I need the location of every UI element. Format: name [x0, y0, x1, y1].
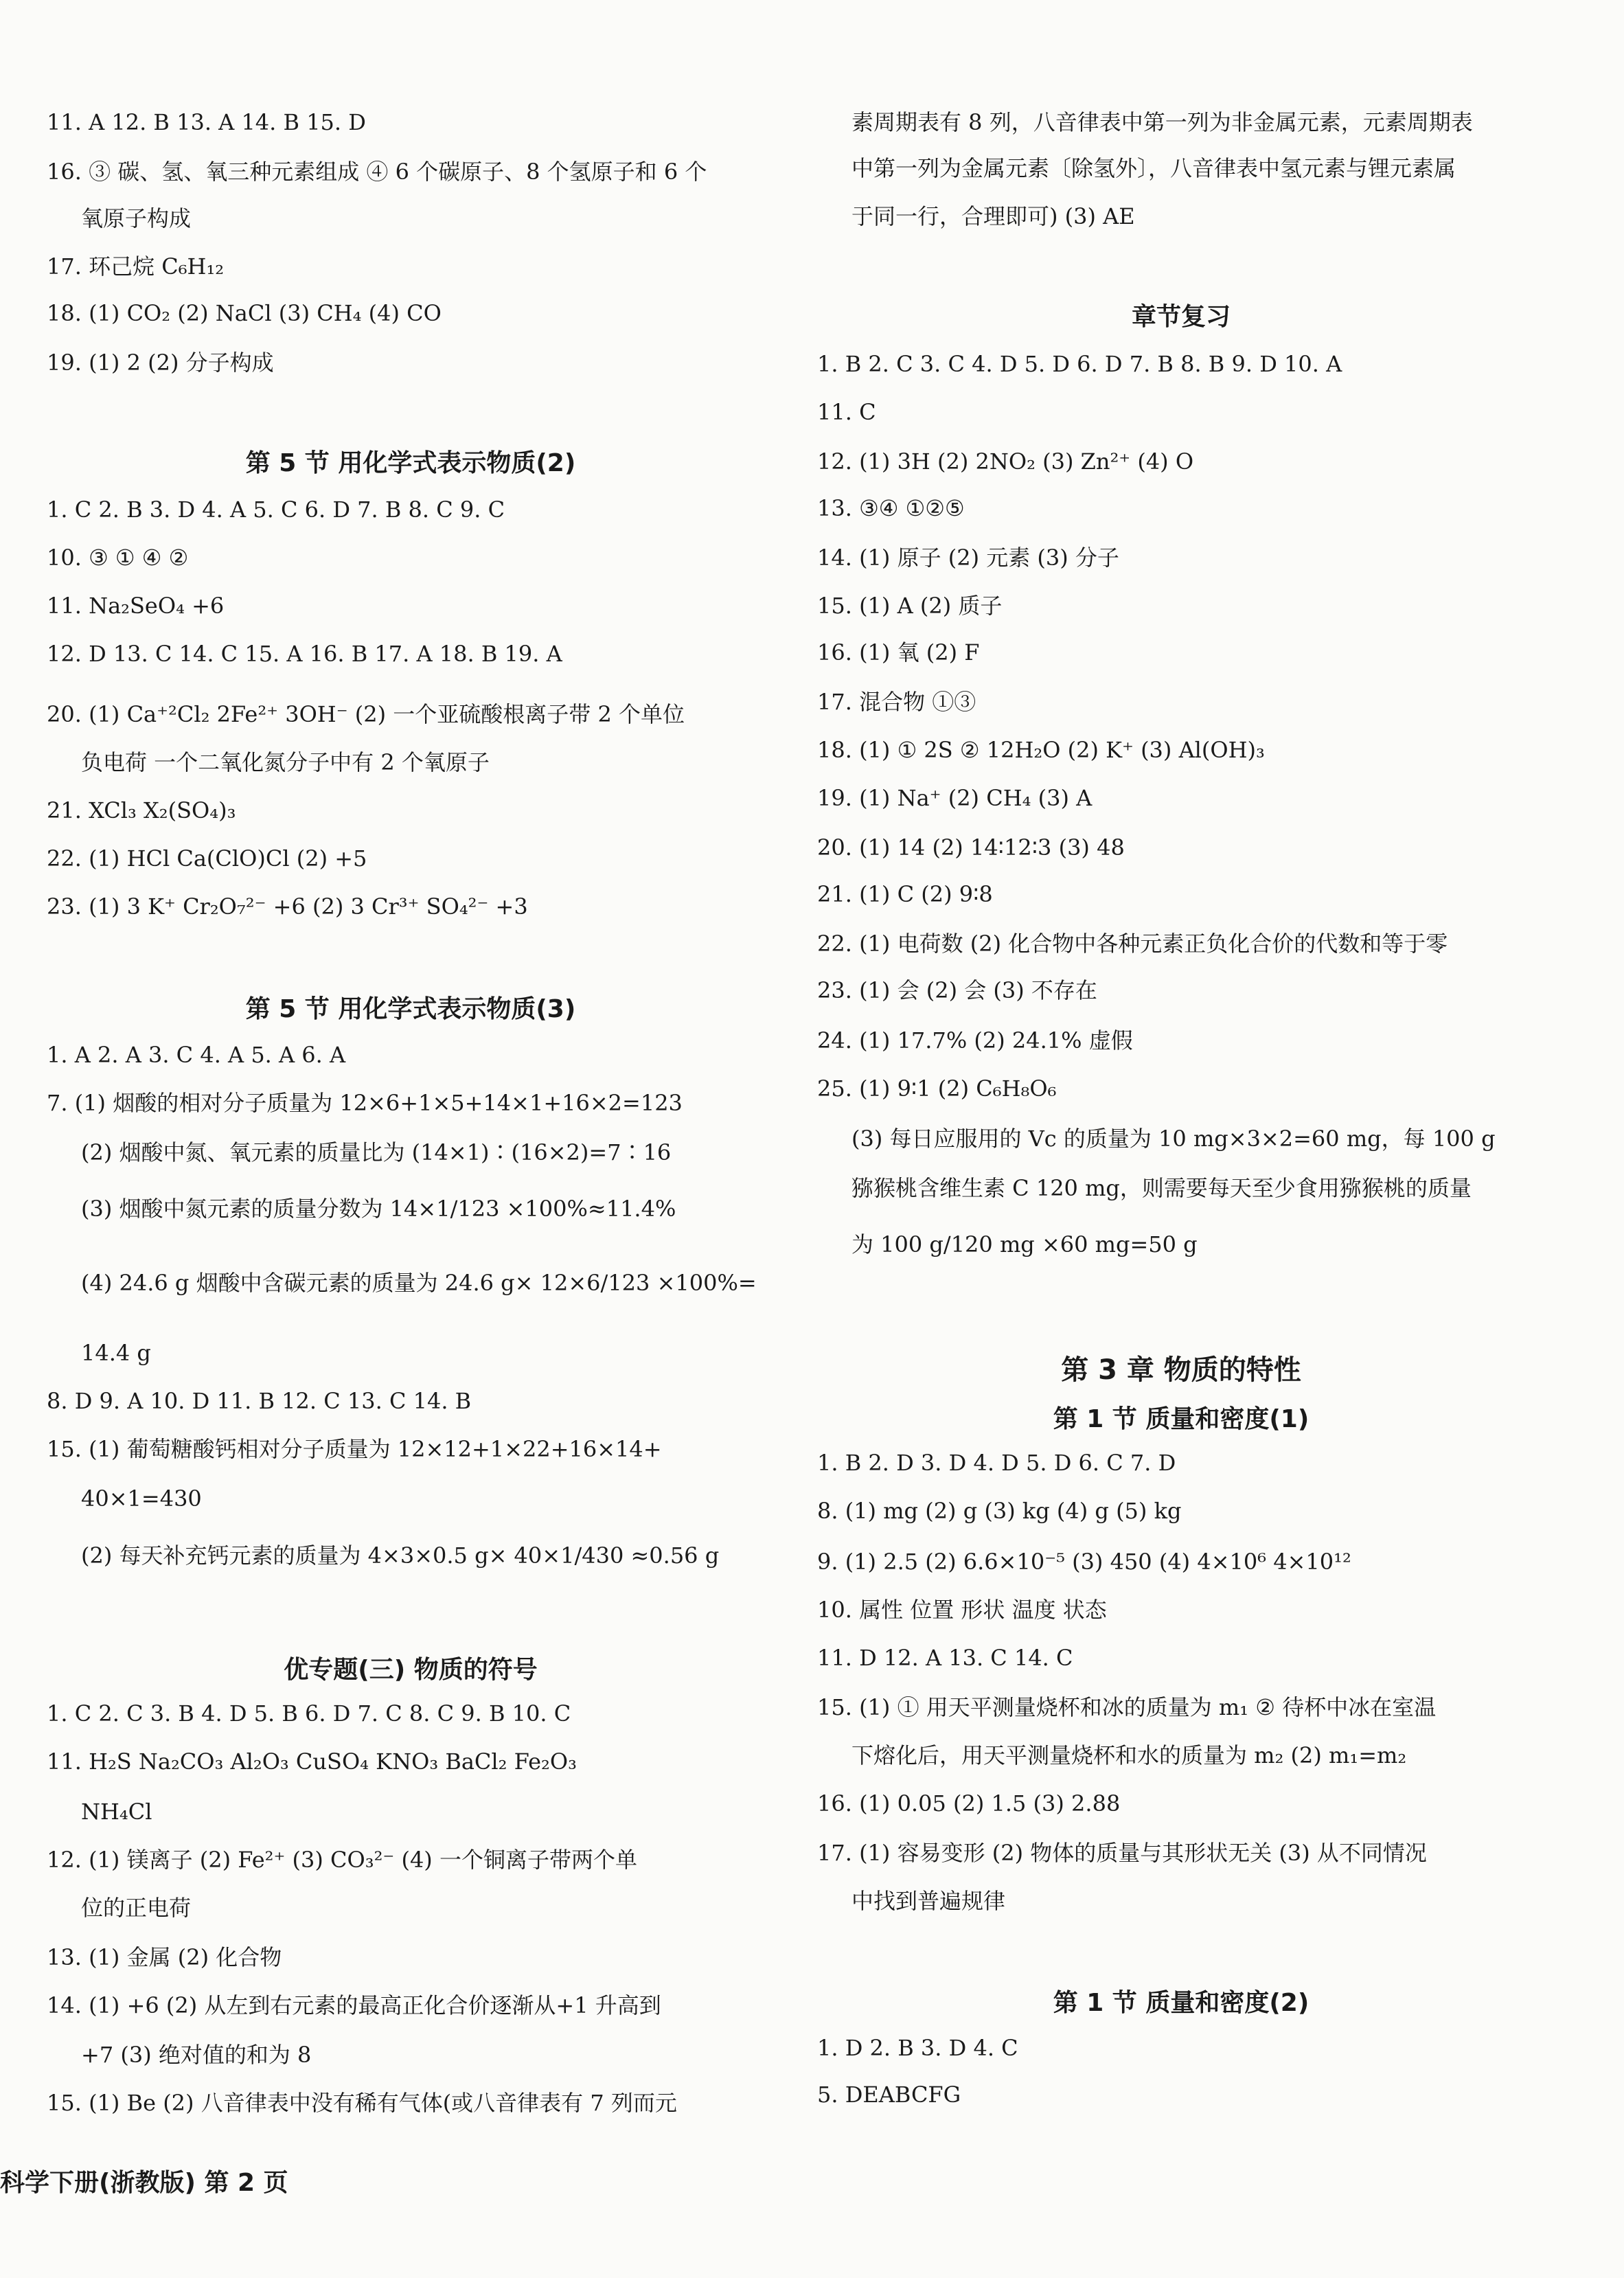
answer-line: 11. A 12. B 13. A 14. B 15. D — [47, 109, 366, 135]
section-heading: 章节复习 — [1131, 303, 1231, 331]
answer-line: +7 (3) 绝对值的和为 8 — [81, 2042, 312, 2068]
answer-line: 中第一列为金属元素〔除氢外〕，八音律表中氢元素与锂元素属 — [851, 155, 1456, 181]
chapter-heading: 第 3 章 物质的特性 — [1061, 1354, 1301, 1386]
answer-line: (3) 每日应服用的 Vc 的质量为 10 mg×3×2=60 mg，每 100 g — [851, 1126, 1496, 1152]
answer-line: 11. Na₂SeO₄ +6 — [47, 593, 225, 619]
answer-line: 22. (1) 电荷数 (2) 化合物中各种元素正负化合价的代数和等于零 — [817, 931, 1448, 957]
answer-line: 1. C 2. B 3. D 4. A 5. C 6. D 7. B 8. C 9. C — [47, 497, 505, 523]
answer-line: (2) 每天补充钙元素的质量为 4×3×0.5 g× 40×1/430 ≈0.56 g — [81, 1542, 720, 1569]
answer-line: 素周期表有 8 列，八音律表中第一列为非金属元素，元素周期表 — [851, 109, 1473, 135]
answer-line: 12. (1) 镁离子 (2) Fe²⁺ (3) CO₃²⁻ (4) 一个铜离子带两个单 — [47, 1847, 637, 1873]
answer-line: 1. C 2. C 3. B 4. D 5. B 6. D 7. C 8. C 9. B 10. C — [47, 1700, 571, 1727]
answer-line: 25. (1) 9∶1 (2) C₆H₈O₆ — [817, 1075, 1057, 1102]
answer-line: 8. D 9. A 10. D 11. B 12. C 13. C 14. B — [47, 1388, 472, 1414]
answer-line: 16. (1) 0.05 (2) 1.5 (3) 2.88 — [817, 1790, 1121, 1816]
answer-line: (3) 烟酸中氮元素的质量分数为 14×1/123 ×100%≈11.4% — [81, 1196, 676, 1222]
section-heading: 第 5 节 用化学式表示物质(2) — [245, 449, 576, 477]
answer-line: 9. (1) 2.5 (2) 6.6×10⁻⁵ (3) 450 (4) 4×10⁶ 4×10¹² — [817, 1549, 1351, 1575]
answer-line: 11. D 12. A 13. C 14. C — [817, 1645, 1073, 1671]
answer-line: 19. (1) Na⁺ (2) CH₄ (3) A — [817, 785, 1093, 811]
section-heading: 优专题(三) 物质的符号 — [284, 1656, 538, 1684]
answer-line: 16. ③ 碳、氢、氧三种元素组成 ④ 6 个碳原子、8 个氢原子和 6 个 — [47, 159, 707, 185]
answer-line: 23. (1) 会 (2) 会 (3) 不存在 — [817, 977, 1097, 1003]
answer-line: 下熔化后，用天平测量烧杯和水的质量为 m₂ (2) m₁=m₂ — [851, 1742, 1407, 1768]
answer-line: 17. 环己烷 C₆H₁₂ — [47, 253, 225, 280]
answer-line: 15. (1) A (2) 质子 — [817, 593, 1003, 619]
answer-line: 中找到普遍规律 — [851, 1888, 1006, 1914]
answer-line: 12. D 13. C 14. C 15. A 16. B 17. A 18. B 19. A — [47, 641, 562, 667]
answer-line: 21. XCl₃ X₂(SO₄)₃ — [47, 797, 236, 823]
answer-line: 15. (1) 葡萄糖酸钙相对分子质量为 12×12+1×22+16×14+ — [47, 1436, 662, 1462]
answer-line: 20. (1) 14 (2) 14∶12∶3 (3) 48 — [817, 834, 1125, 861]
answer-line: NH₄Cl — [81, 1799, 152, 1825]
section-heading: 第 1 节 质量和密度(1) — [1053, 1405, 1310, 1433]
answer-line: 15. (1) ① 用天平测量烧杯和冰的质量为 m₁ ② 待杯中冰在室温 — [817, 1694, 1437, 1720]
answer-line: 15. (1) Be (2) 八音律表中没有稀有气体(或八音律表有 7 列而元 — [47, 2090, 677, 2116]
answer-line: 12. (1) 3H (2) 2NO₂ (3) Zn²⁺ (4) O — [817, 448, 1194, 475]
answer-line: 猕猴桃含维生素 C 120 mg，则需要每天至少食用猕猴桃的质量 — [851, 1175, 1472, 1201]
answer-line: 14. (1) 原子 (2) 元素 (3) 分子 — [817, 545, 1119, 571]
answer-line: 为 100 g/120 mg ×60 mg=50 g — [851, 1231, 1198, 1257]
answer-line: 18. (1) ① 2S ② 12H₂O (2) K⁺ (3) Al(OH)₃ — [817, 737, 1265, 763]
answer-line: (2) 烟酸中氮、氧元素的质量比为 (14×1)∶(16×2)=7∶16 — [81, 1139, 672, 1165]
answer-line: 5. DEABCFG — [817, 2082, 961, 2108]
answer-line: 10. ③ ① ④ ② — [47, 545, 189, 571]
answer-line: 40×1=430 — [81, 1485, 202, 1512]
answer-line: 8. (1) mg (2) g (3) kg (4) g (5) kg — [817, 1498, 1182, 1524]
answer-line: 14. (1) +6 (2) 从左到右元素的最高正化合价逐渐从+1 升高到 — [47, 1992, 661, 2018]
answer-line: 7. (1) 烟酸的相对分子质量为 12×6+1×5+14×1+16×2=123 — [47, 1090, 683, 1116]
page-footer: 科学下册(浙教版) 第 2 页 — [0, 2169, 288, 2197]
answer-line: 16. (1) 氧 (2) F — [817, 639, 980, 665]
answer-line: 20. (1) Ca⁺²Cl₂ 2Fe²⁺ 3OH⁻ (2) 一个亚硫酸根离子带 2 个单位 — [47, 701, 685, 727]
answer-line: 14.4 g — [81, 1340, 151, 1366]
answer-line: 1. A 2. A 3. C 4. A 5. A 6. A — [47, 1042, 346, 1068]
answer-line: 位的正电荷 — [81, 1895, 192, 1921]
answer-line: 氧原子构成 — [81, 205, 192, 231]
answer-line: 10. 属性 位置 形状 温度 状态 — [817, 1597, 1107, 1623]
answer-line: 17. (1) 容易变形 (2) 物体的质量与其形状无关 (3) 从不同情况 — [817, 1840, 1427, 1866]
answer-line: 13. ③④ ①②⑤ — [817, 495, 965, 521]
answer-line: 1. B 2. C 3. C 4. D 5. D 6. D 7. B 8. B 9. D 10. A — [817, 351, 1342, 377]
answer-line: 24. (1) 17.7% (2) 24.1% 虚假 — [817, 1027, 1133, 1053]
answer-line: 11. C — [817, 399, 876, 425]
answer-line: 23. (1) 3 K⁺ Cr₂O₇²⁻ +6 (2) 3 Cr³⁺ SO₄²⁻ +3 — [47, 893, 528, 920]
answer-line: 22. (1) HCl Ca(ClO)Cl (2) +5 — [47, 845, 367, 872]
answer-line: 11. H₂S Na₂CO₃ Al₂O₃ CuSO₄ KNO₃ BaCl₂ Fe₂O₃ — [47, 1749, 577, 1775]
answer-line: 于同一行，合理即可) (3) AE — [851, 203, 1135, 229]
answer-line: 1. B 2. D 3. D 4. D 5. D 6. C 7. D — [817, 1450, 1176, 1476]
answer-line: 17. 混合物 ①③ — [817, 689, 976, 715]
answer-line: (4) 24.6 g 烟酸中含碳元素的质量为 24.6 g× 12×6/123 ×100%= — [81, 1270, 757, 1296]
answer-line: 1. D 2. B 3. D 4. C — [817, 2035, 1018, 2061]
answer-line: 21. (1) C (2) 9∶8 — [817, 881, 993, 907]
section-heading: 第 1 节 质量和密度(2) — [1053, 1989, 1310, 2017]
answer-line: 负电荷 一个二氧化氮分子中有 2 个氧原子 — [81, 749, 490, 775]
section-heading: 第 5 节 用化学式表示物质(3) — [245, 995, 576, 1023]
answer-line: 13. (1) 金属 (2) 化合物 — [47, 1944, 282, 1970]
answer-line: 19. (1) 2 (2) 分子构成 — [47, 350, 274, 376]
answer-line: 18. (1) CO₂ (2) NaCl (3) CH₄ (4) CO — [47, 300, 442, 326]
